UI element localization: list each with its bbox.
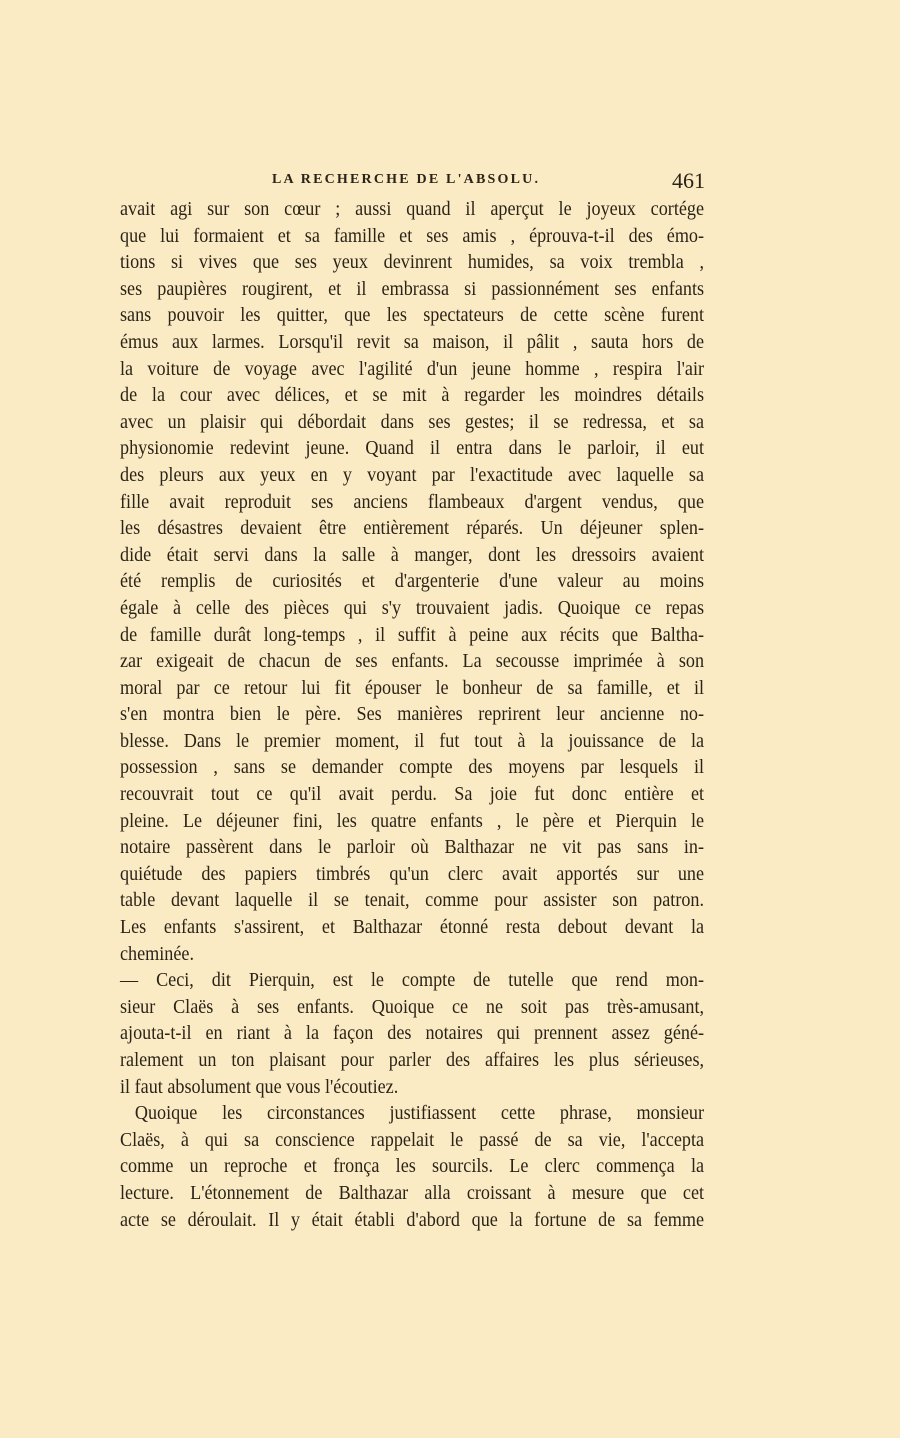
text-line: la voiture de voyage avec l'agilité d'un jeune homme , respira l'air [120,358,705,380]
text-line: quiétude des papiers timbrés qu'un clerc avait apportés sur une [120,863,705,885]
text-line: sieur Claës à ses enfants. Quoique ce ne soit pas très-amusant, [120,996,705,1018]
body-text [120,197,704,1234]
text-line: Les enfants s'assirent, et Balthazar étonné resta debout devant la [120,917,705,939]
text-line: il faut absolument que vous l'écoutiez. [120,1076,399,1098]
text-line: ralement un ton plaisant pour parler des affaires les plus sérieuses, [120,1050,705,1071]
text-line: les désastres devaient être entièrement réparés. Un déjeuner splen- [120,518,705,540]
text-line: été remplis de curiosités et d'argenterie d'une valeur au moins [120,571,705,593]
text-line: tions si vives que ses yeux devinrent humides, sa voix trembla , [120,252,705,274]
text-line: sans pouvoir les quitter, que les spectateurs de cette scène furent [120,305,705,327]
running-head [120,168,705,194]
text-line: Claës, à qui sa conscience rappelait le passé de sa vie, l'accepta [120,1129,705,1151]
text-line: avait agi sur son cœur ; aussi quand il aperçut le joyeux cortége [120,199,705,220]
text-line: s'en montra bien le père. Ses manières reprirent leur ancienne no- [120,704,705,726]
page-number: 461 [672,168,705,193]
text-line: recouvrait tout ce qu'il avait perdu. Sa joie fut donc entière et [120,784,705,806]
text-line: dide était servi dans la salle à manger, dont les dressoirs avaient [120,544,705,566]
text-line: — Ceci, dit Pierquin, est le compte de tutelle que rend mon- [120,970,705,992]
text-line: ses paupières rougirent, et il embrassa si passionnément ses enfants [120,278,705,300]
text-line: fille avait reproduit ses anciens flambeaux d'argent vendus, que [120,491,705,513]
text-line: Quoique les circonstances justifiassent cette phrase, monsieur [134,1103,705,1125]
text-line: que lui formaient et sa famille et ses amis , éprouva-t-il des émo- [120,225,705,247]
text-line: cheminée. [120,943,195,965]
text-line: physionomie redevint jeune. Quand il entra dans le parloir, il eut [120,438,705,460]
text-line: blesse. Dans le premier moment, il fut tout à la jouissance de la [120,730,705,752]
text-line: de la cour avec délices, et se mit à regarder les moindres détails [120,385,705,407]
text-line: acte se déroulait. Il y était établi d'abord que la fortune de sa femme [120,1209,705,1231]
text-line: lecture. L'étonnement de Balthazar alla croissant à mesure que cet [120,1182,705,1204]
text-line: comme un reproche et fronça les sourcils. Le clerc commença la [120,1156,705,1178]
text-line: zar exigeait de chacun de ses enfants. La secousse imprimée à son [120,651,705,673]
text-line: émus aux larmes. Lorsqu'il revit sa maison, il pâlit , sauta hors de [120,331,705,353]
text-line: possession , sans se demander compte des moyens par lesquels il [120,757,705,779]
text-line: avec un plaisir qui débordait dans ses gestes; il se redressa, et sa [120,411,705,433]
text-line: table devant laquelle il se tenait, comme pour assister son patron. [120,890,705,912]
text-line: pleine. Le déjeuner fini, les quatre enfants , le père et Pierquin le [120,810,705,832]
text-line: moral par ce retour lui fit épouser le bonheur de sa famille, et il [120,677,705,699]
text-line: ajouta-t-il en riant à la façon des notaires qui prennent assez géné- [120,1023,705,1045]
text-line: égale à celle des pièces qui s'y trouvaient jadis. Quoique ce repas [120,597,705,619]
text-line: des pleurs aux yeux en y voyant par l'exactitude avec laquelle sa [120,464,705,486]
running-title: LA RECHERCHE DE L'ABSOLU. [272,172,541,187]
text-line: notaire passèrent dans le parloir où Balthazar ne vit pas sans in- [120,837,705,859]
text-line: de famille durât long-temps , il suffit à peine aux récits que Baltha- [120,624,705,646]
